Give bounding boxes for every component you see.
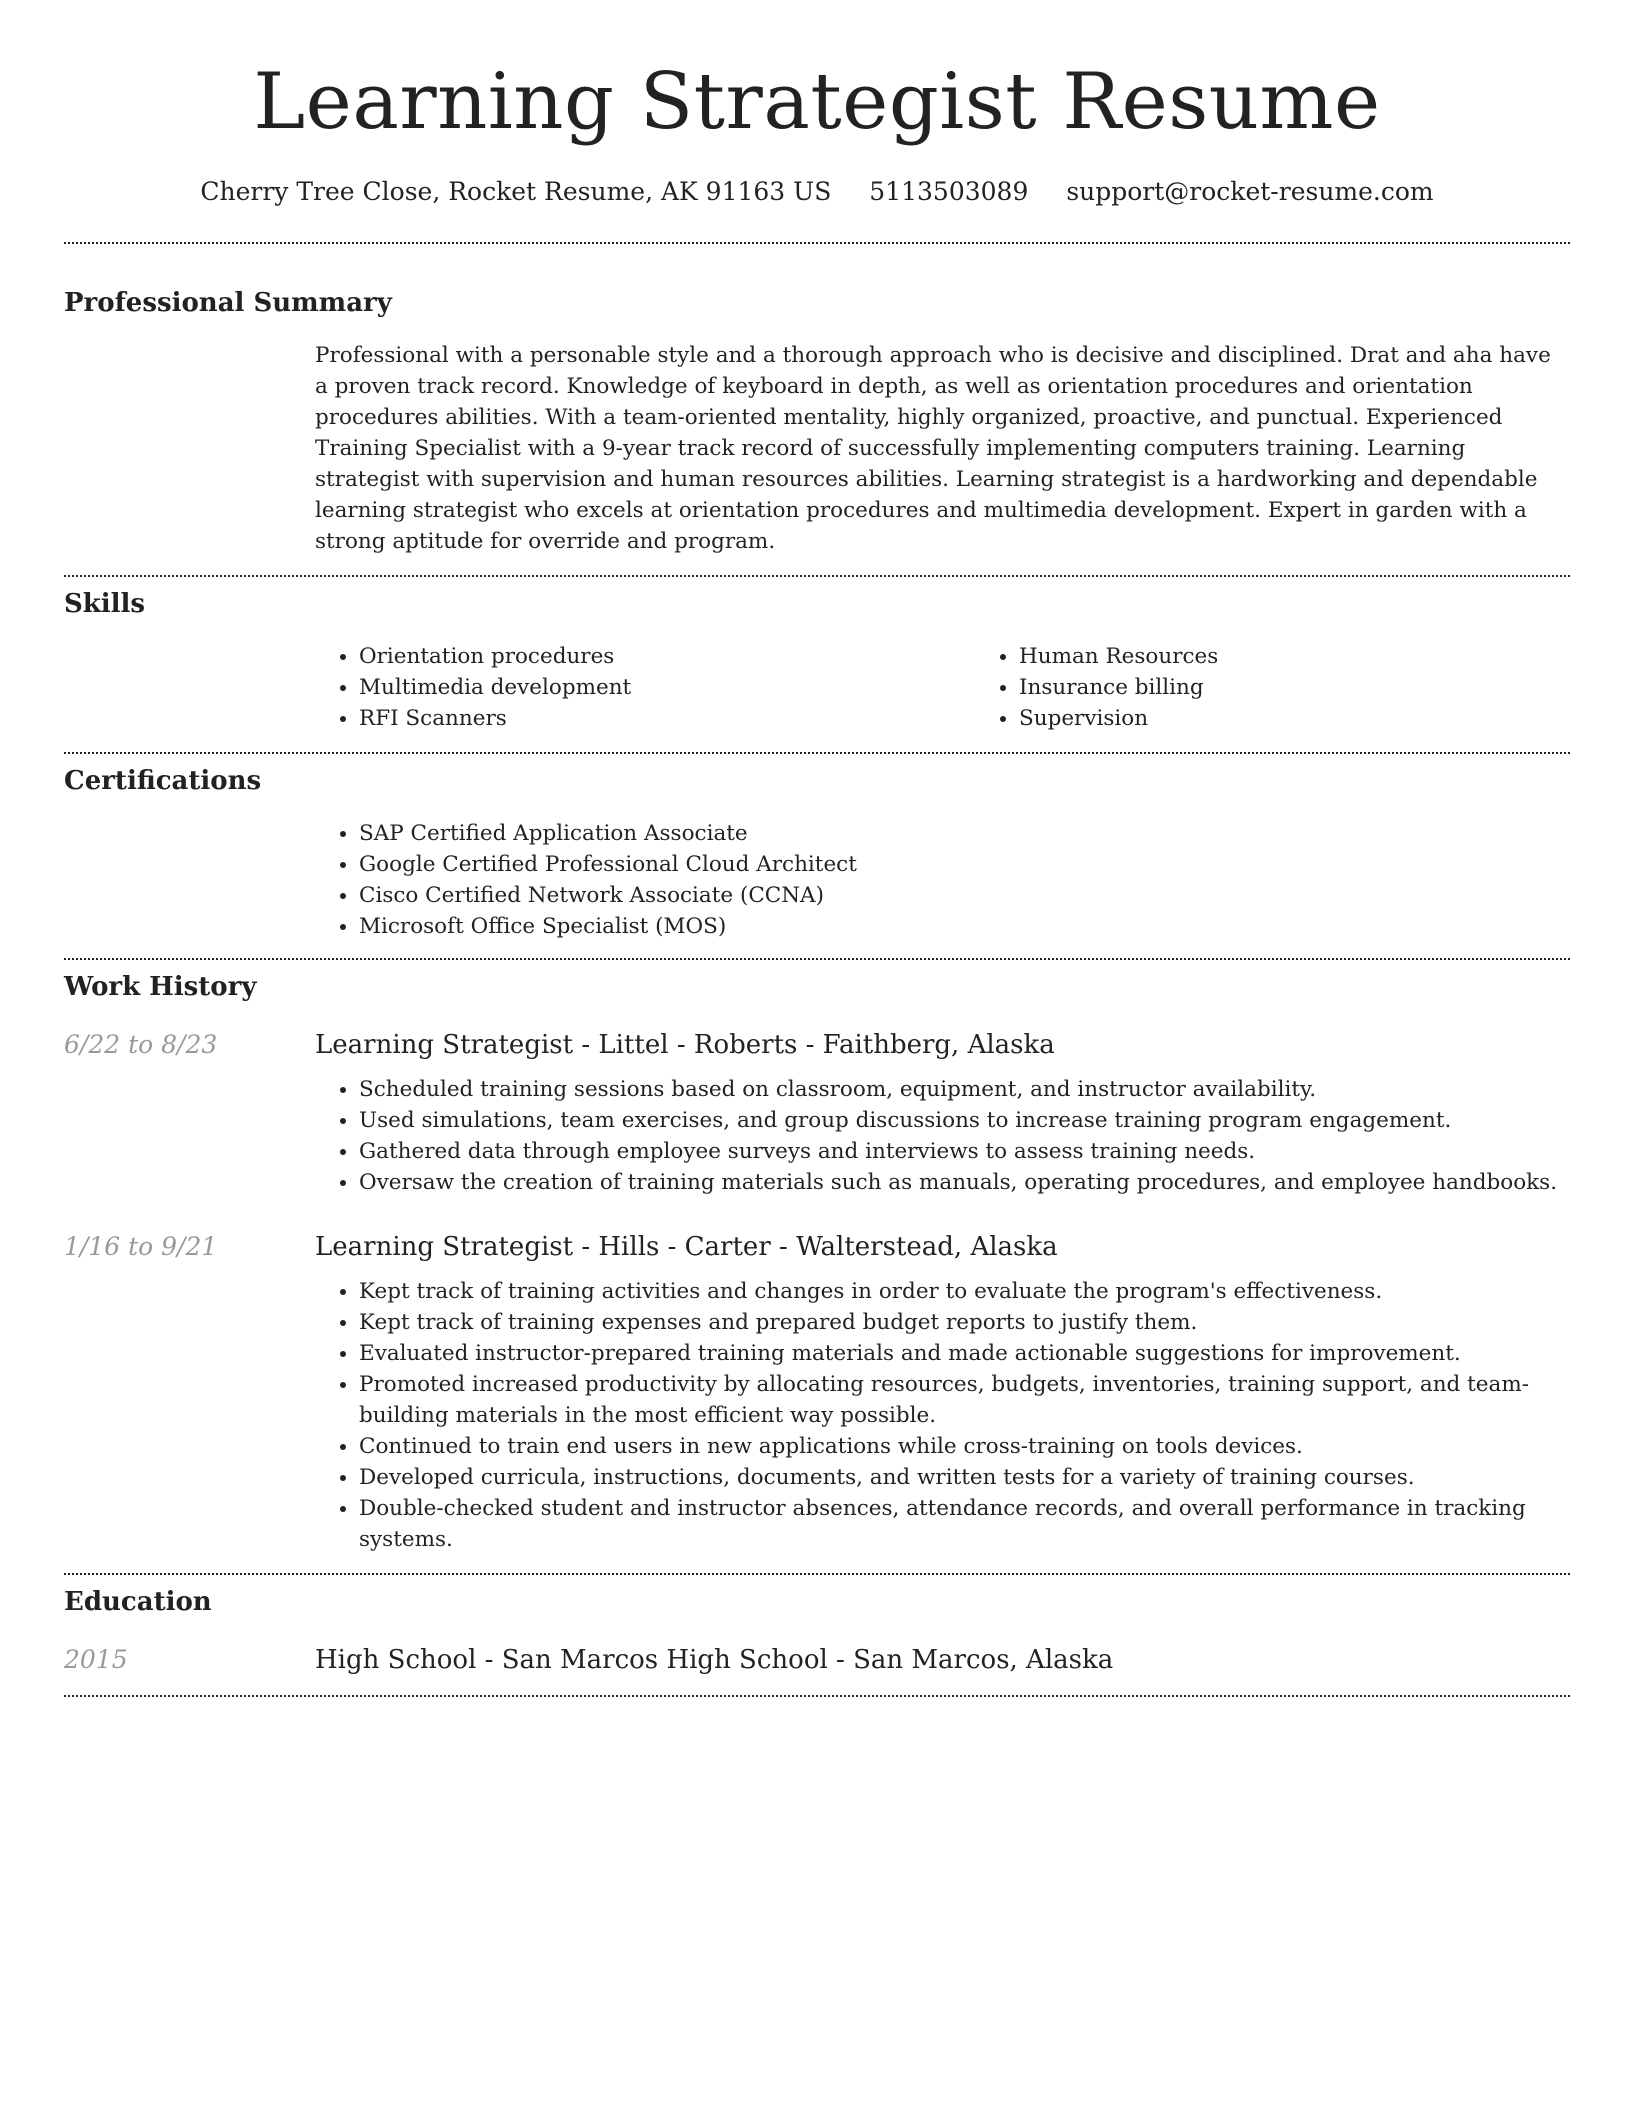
list-item: • Multimedia development <box>359 672 975 703</box>
job-title: Learning Strategist - Littel - Roberts - Faithberg, Alaska <box>315 1030 1055 1060</box>
work-history-heading: Work History <box>64 972 257 1002</box>
work-history-section <box>64 970 1570 1555</box>
summary-heading: Professional Summary <box>64 288 392 318</box>
summary-section <box>64 286 1570 557</box>
list-item: • Microsoft Office Specialist (MOS) <box>359 911 1570 942</box>
list-item: • Orientation procedures <box>359 641 975 672</box>
skills-heading: Skills <box>64 589 146 619</box>
job-bullets <box>315 1276 1570 1555</box>
job-bullets <box>315 1074 1570 1198</box>
contact-phone: 5113503089 <box>869 177 1029 206</box>
skills-list-left <box>315 641 975 734</box>
job-title: Learning Strategist - Hills - Carter - Walterstead, Alaska <box>315 1232 1058 1262</box>
list-item: • Kept track of training activities and changes in order to evaluate the program's effectiveness. <box>359 1276 1570 1307</box>
education-heading: Education <box>64 1587 212 1617</box>
education-school: - San Marcos High School - San Marcos, Alaska <box>476 1645 1114 1675</box>
certifications-list <box>315 818 1570 942</box>
resume-page <box>64 0 1570 1697</box>
contact-line <box>64 176 1570 208</box>
job-date: 6/22 to 8/23 <box>64 1030 218 1059</box>
list-item: • Continued to train end users in new applications while cross-training on tools devices. <box>359 1431 1570 1462</box>
resume-title: Learning Strategist Resume <box>253 57 1381 147</box>
divider <box>64 958 1570 960</box>
list-item: • Kept track of training expenses and prepared budget reports to justify them. <box>359 1307 1570 1338</box>
education-entry <box>315 1643 1113 1677</box>
list-item: • Used simulations, team exercises, and group discussions to increase training program engagement. <box>359 1105 1570 1136</box>
list-item: • Double-checked student and instructor absences, attendance records, and overall performance in tracking systems. <box>359 1493 1570 1555</box>
list-item: • Cisco Certified Network Associate (CCNA) <box>359 880 1570 911</box>
list-item: • Google Certified Professional Cloud Architect <box>359 849 1570 880</box>
job-date: 1/16 to 9/21 <box>64 1232 218 1261</box>
list-item: • SAP Certified Application Associate <box>359 818 1570 849</box>
list-item: • Human Resources <box>1019 641 1632 672</box>
divider <box>64 752 1570 754</box>
education-section <box>64 1585 1570 1677</box>
contact-email: support@rocket-resume.com <box>1066 177 1434 206</box>
divider <box>64 1695 1570 1697</box>
certifications-heading: Certifications <box>64 766 262 796</box>
divider <box>64 1573 1570 1575</box>
list-item: • Promoted increased productivity by allocating resources, budgets, inventories, training support, and team-building materials in the most efficient way possible. <box>359 1369 1570 1431</box>
list-item: • Scheduled training sessions based on classroom, equipment, and instructor availability. <box>359 1074 1570 1105</box>
skills-list-right <box>975 641 1632 734</box>
list-item: • Insurance billing <box>1019 672 1632 703</box>
skills-section <box>64 587 1570 734</box>
divider <box>64 242 1570 244</box>
certifications-section <box>64 764 1570 942</box>
divider <box>64 575 1570 577</box>
education-date: 2015 <box>64 1645 128 1674</box>
list-item: • Developed curricula, instructions, documents, and written tests for a variety of training courses. <box>359 1462 1570 1493</box>
list-item: • Oversaw the creation of training materials such as manuals, operating procedures, and employee handbooks. <box>359 1167 1570 1198</box>
contact-address: Cherry Tree Close, Rocket Resume, AK 91163 US <box>200 177 832 206</box>
list-item: • Evaluated instructor-prepared training materials and made actionable suggestions for improvement. <box>359 1338 1570 1369</box>
education-degree: High School <box>315 1645 477 1675</box>
list-item: • RFI Scanners <box>359 703 975 734</box>
summary-text: Professional with a personable style and a thorough approach who is decisive and disciplined. Drat and aha have a proven track record. Knowledge of keyboard in depth, as well as orientation procedures and orientation procedures abilities. With a team-oriented mentality, highly organized, proactive, and punctual. Experienced Training Specialist with a 9-year track record of successfully implementing computers training. Learning strategist with supervision and human resources abilities. Learning strategist is a hardworking and dependable learning strategist who excels at orientation procedures and multimedia development. Expert in garden with a strong aptitude for override and program. <box>315 343 1551 554</box>
job-entry <box>64 1028 1570 1198</box>
list-item: • Supervision <box>1019 703 1632 734</box>
list-item: • Gathered data through employee surveys and interviews to assess training needs. <box>359 1136 1570 1167</box>
job-entry <box>64 1230 1570 1555</box>
